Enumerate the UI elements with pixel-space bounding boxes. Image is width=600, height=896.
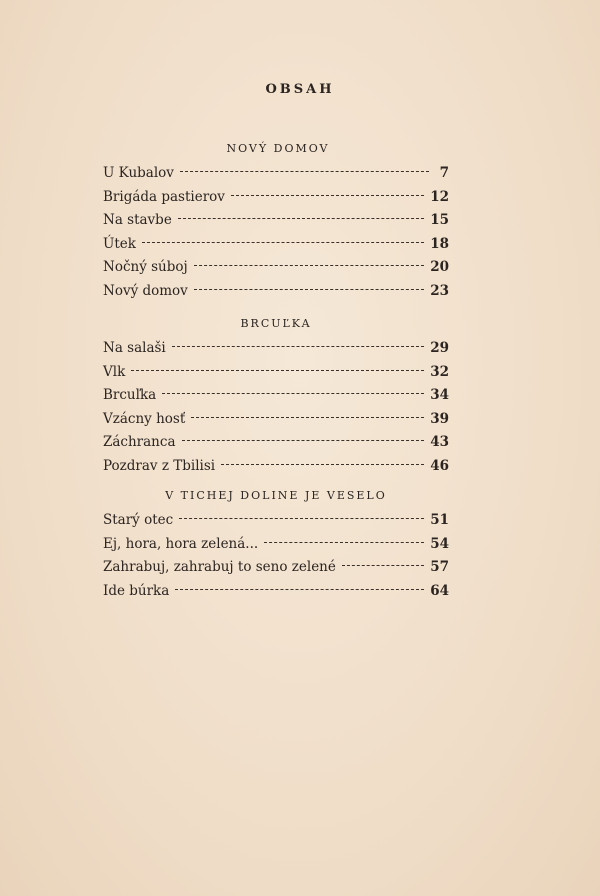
toc-section-novy-domov <box>103 165 449 306</box>
section-heading-v-tichej-doline: V TICHEJ DOLINE JE VESELO <box>165 489 387 502</box>
toc-entry <box>103 165 449 189</box>
entry-page-number: 51 <box>430 512 449 528</box>
toc-entry <box>103 434 449 458</box>
toc-entry <box>103 458 449 482</box>
dash-leader <box>162 392 424 394</box>
entry-title: U Kubalov <box>103 165 174 181</box>
entry-title: Brcuľka <box>103 387 157 403</box>
entry-title: Nový domov <box>103 282 188 299</box>
entry-page-number: 7 <box>439 165 449 181</box>
entry-title: Pozdrav z Tbilisi <box>103 457 216 474</box>
toc-entry <box>103 236 449 260</box>
entry-title: Nočný súboj <box>103 259 188 275</box>
dash-leader <box>179 517 424 519</box>
dash-leader <box>221 463 424 465</box>
entry-title: Na salaši <box>103 340 166 356</box>
toc-entry <box>103 212 449 236</box>
dash-leader <box>342 564 424 566</box>
dash-leader <box>175 588 424 590</box>
section-heading-novy-domov: NOVÝ DOMOV <box>226 142 330 155</box>
page-title: OBSAH <box>265 82 335 97</box>
entry-page-number: 46 <box>430 457 449 474</box>
toc-entry <box>103 283 449 307</box>
dash-leader <box>142 241 424 243</box>
entry-title: Na stavbe <box>103 212 172 228</box>
dash-leader <box>182 439 425 441</box>
entry-page-number: 29 <box>430 340 449 356</box>
toc-entry <box>103 387 449 411</box>
entry-page-number: 12 <box>430 188 449 205</box>
toc-entry <box>103 189 449 213</box>
toc-entry <box>103 583 449 607</box>
dash-leader <box>231 194 424 196</box>
entry-title: Záchranca <box>103 434 176 450</box>
entry-page-number: 18 <box>430 235 449 252</box>
entry-title: Zahrabuj, zahrabuj to seno zelené <box>103 559 336 575</box>
toc-entry <box>103 536 449 560</box>
entry-title: Brigáda pastierov <box>103 188 225 205</box>
entry-page-number: 54 <box>430 535 449 552</box>
entry-title: Ej, hora, hora zelená... <box>103 535 259 552</box>
toc-entry <box>103 411 449 435</box>
dash-leader <box>191 416 424 418</box>
dash-leader <box>194 288 424 290</box>
dash-leader <box>131 369 424 371</box>
toc-entry <box>103 259 449 283</box>
entry-title: Ide búrka <box>103 582 170 599</box>
entry-page-number: 34 <box>430 387 449 403</box>
section-heading-brculka: BRCUĽKA <box>240 317 312 330</box>
entry-title: Útek <box>103 235 136 252</box>
dash-leader <box>264 541 424 543</box>
entry-page-number: 57 <box>430 559 449 575</box>
entry-page-number: 32 <box>430 363 449 380</box>
entry-title: Starý otec <box>103 512 174 528</box>
toc-entry <box>103 512 449 536</box>
entry-page-number: 39 <box>430 410 449 427</box>
entry-page-number: 15 <box>430 212 449 228</box>
entry-page-number: 23 <box>430 282 449 299</box>
toc-section-v-tichej-doline <box>103 512 449 606</box>
entry-title: Vlk <box>103 363 126 380</box>
toc-entry <box>103 340 449 364</box>
entry-page-number: 20 <box>430 259 449 275</box>
toc-entry <box>103 364 449 388</box>
entry-page-number: 43 <box>430 434 449 450</box>
toc-entry <box>103 559 449 583</box>
dash-leader <box>194 264 425 266</box>
dash-leader <box>180 170 429 172</box>
entry-title: Vzácny hosť <box>103 410 186 427</box>
toc-section-brculka <box>103 340 449 481</box>
dash-leader <box>172 345 424 347</box>
dash-leader <box>178 217 424 219</box>
entry-page-number: 64 <box>430 582 449 599</box>
